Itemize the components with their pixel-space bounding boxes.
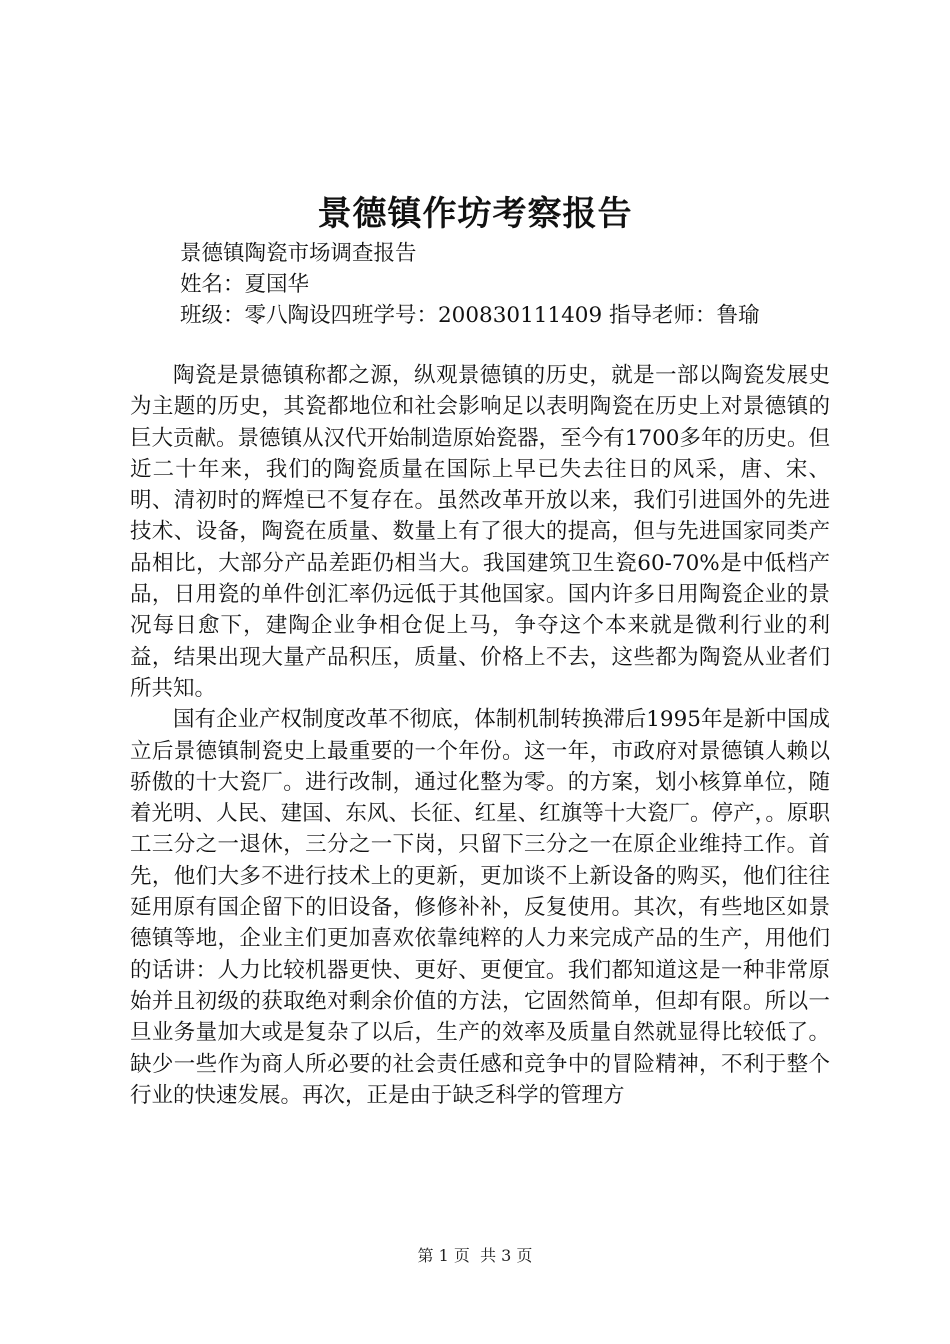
document-meta — [180, 238, 860, 331]
page-number-label: 第 1 页 共 3 页 — [417, 1246, 533, 1265]
paragraph: 国有企业产权制度改革不彻底，体制机制转换滞后1995年是新中国成立后景德镇制瓷史上最重要的一个年份。这一年，市政府对景德镇人赖以骄傲的十大瓷厂。进行改制，通过化整为零。的方案，划小核算单位，随着光明、人民、建国、东风、长征、红星、红旗等十大瓷厂。停产，。原职工三分之一退休，三分之一下岗，只留下三分之一在原企业维持工作。首先，他们大多不进行技术上的更新，更加谈不上新设备的购买，他们往往延用原有国企留下的旧设备，修修补补，反复使用。其次，有些地区如景德镇等地，企业主们更加喜欢依靠纯粹的人力来完成产品的生产，用他们的话讲：人力比较机器更快、更好、更便宜。我们都知道这是一种非常原始并且初级的获取绝对剩余价值的方法，它固然简单，但却有限。所以一旦业务量加大或是复杂了以后，生产的效率及质量自然就显得比较低了。缺少一些作为商人所必要的社会责任感和竞争中的冒险精神，不利于整个行业的快速发展。再次，正是由于缺乏科学的管理方 — [130, 707, 831, 1108]
class-info-line: 班级：零八陶设四班学号：200830111409 指导老师：鲁瑜 — [180, 303, 760, 328]
document-body — [130, 360, 830, 1111]
author-name-line: 姓名：夏国华 — [180, 272, 310, 297]
document-title: 景德镇作坊考察报告 — [317, 194, 633, 234]
page-footer — [0, 1243, 950, 1266]
paragraph: 陶瓷是景德镇称都之源，纵观景德镇的历史，就是一部以陶瓷发展史为主题的历史，其瓷都地位和社会影响足以表明陶瓷在历史上对景德镇的巨大贡献。景德镇从汉代开始制造原始瓷器，至今有1700多年的历史。但近二十年来，我们的陶瓷质量在国际上早已失去往日的风采，唐、宋、明、清初时的辉煌已不复存在。虽然改革开放以来，我们引进国外的先进技术、设备，陶瓷在质量、数量上有了很大的提高，但与先进国家同类产品相比，大部分产品差距仍相当大。我国建筑卫生瓷60-70%是中低档产品，日用瓷的单件创汇率仍远低于其他国家。国内许多日用陶瓷企业的景况每日愈下，建陶企业争相仓促上马，争夺这个本来就是微利行业的利益，结果出现大量产品积压，质量、价格上不去，这些都为陶瓷从业者们所共知。 — [130, 363, 830, 701]
report-subtitle: 景德镇陶瓷市场调查报告 — [180, 241, 417, 266]
